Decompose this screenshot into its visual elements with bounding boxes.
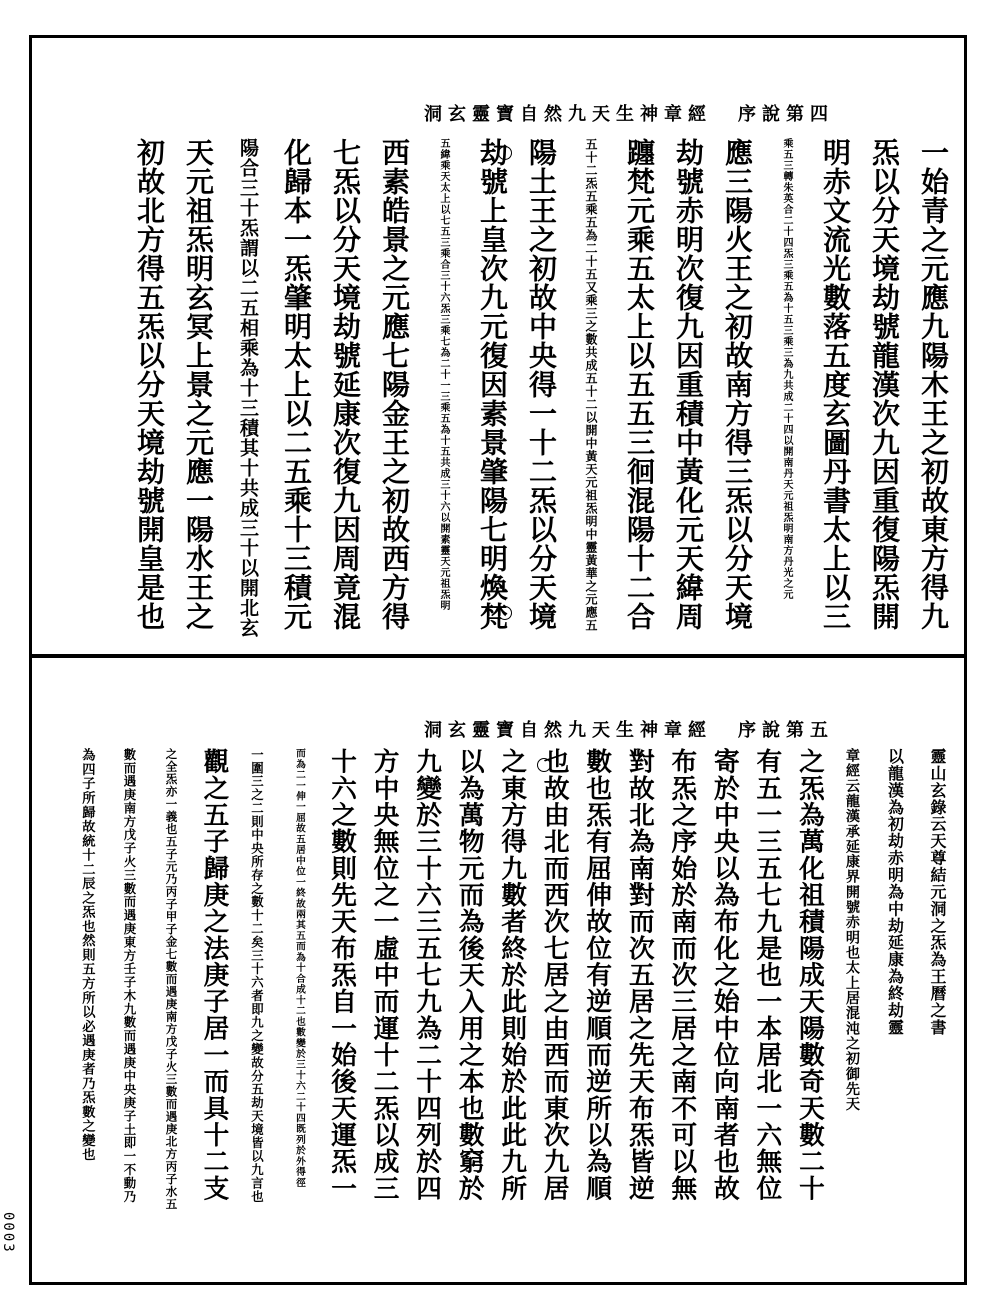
text-column: 也故由北而西次七居之由西而東次九居 <box>539 748 570 1202</box>
text-column: 靈山玄錄云天尊結元洞之炁為王曆之書 <box>928 748 947 1036</box>
bottom-page-header <box>424 716 834 742</box>
text-column: 陽合三十炁謂以二五相乘為十三積其十共成三十以開北玄 <box>237 138 259 638</box>
text-column: 寄於中央以為布化之始中位向南者也故 <box>709 748 740 1202</box>
text-column: 十六之數則先天布炁自一始後天運炁一 <box>326 748 357 1202</box>
text-column: 布炁之序始於南而次三居之南不可以無 <box>666 748 697 1202</box>
text-column: 數也炁有屈伸故位有逆順而逆所以為順 <box>581 748 612 1202</box>
page-number-stamp: 0003 <box>0 1212 16 1254</box>
text-column: 躔梵元乘五太上以五五三徊混陽十二合 <box>623 138 656 631</box>
paragraph-circle-mark <box>498 606 512 620</box>
paragraph-circle-mark <box>498 146 512 160</box>
text-column: 化歸本一炁肇明太上以二五乘十三積元 <box>280 138 313 631</box>
text-column: 陽土王之初故中央得一十二炁以分天境 <box>525 138 558 631</box>
text-column: 天元祖炁明玄冥上景之元應一陽水王之 <box>182 138 215 631</box>
text-column: 之東方得九數者終於此則始於此此九所 <box>496 748 527 1202</box>
text-column: 九變於三十六三五七九為二十四列於四 <box>411 748 442 1202</box>
text-column: 明赤文流光數落五度玄圖丹書太上以三 <box>819 138 852 631</box>
text-column: 而為二一伸一屈故五居中位一終故兩其五而為十合成十二也數變於三十六二十四既列於外得徑 <box>294 748 306 1188</box>
text-column: 五十二炁五乘五為二十五又乘三之數共成五十二以開中黃天元祖炁明中靈黃華之元應五 <box>584 138 598 632</box>
top-page-text <box>54 138 954 638</box>
text-column: 之炁為萬化祖積陽成天陽數奇天數二十 <box>794 748 825 1202</box>
text-column: 為四子所歸故統十二辰之炁也然則五方所以必遇庚者乃炁數之變也 <box>79 748 95 1162</box>
text-column: 一始青之元應九陽木王之初故東方得九 <box>917 138 950 631</box>
text-column: 乘五三轉朱英合二十四炁三乘五為十五三乘三為九共成二十四以開南丹天元祖炁明南方丹光之元 <box>781 138 792 600</box>
text-column: 一圍三之二則中央所存之數十二矣三十六者即九之變故分五劫天境皆以九言也 <box>249 748 265 1204</box>
text-column: 炁以分天境劫號龍漢次九因重復陽炁開 <box>868 138 901 631</box>
bottom-page-text <box>54 748 954 1268</box>
text-column: 方中央無位之一虛中而運十二炁以成三 <box>369 748 400 1202</box>
text-column: 西素皓景之元應七陽金王之初故西方得 <box>378 138 411 631</box>
text-column: 劫號上皇次九元復因素景肇陽七明煥梵 <box>476 138 509 631</box>
text-column: 對故北為南對而次五居之先天布炁皆逆 <box>624 748 655 1202</box>
bottom-page-section: 序說第五 <box>738 720 834 741</box>
text-column: 以為萬物元而為後天入用之本也數窮於 <box>454 748 485 1202</box>
top-page <box>32 38 964 654</box>
bottom-page <box>32 658 964 1282</box>
text-column: 劫號赤明次復九因重積中黃化元天緯周 <box>672 138 705 631</box>
text-column: 五緯乘天太上以七五三乘合三十六炁三乘七為二十一三乘五為十五共成三十六以開素靈天元祖炁明 <box>438 138 449 611</box>
top-page-section: 序說第四 <box>738 104 834 125</box>
top-page-title: 洞玄靈寶自然九天生神章經 <box>424 104 712 125</box>
text-column: 之全炁亦一義也五子元乃丙子甲子金七數而遇庚南方戊子火三數而遇庚北方丙子水五 <box>164 748 179 1211</box>
text-column: 應三陽火王之初故南方得三炁以分天境 <box>721 138 754 631</box>
text-column: 數而遇庚南方戊子火三數而遇庚東方壬子木九數而遇庚中央庚子土即一不動乃 <box>121 748 137 1204</box>
text-column: 觀之五子歸庚之法庚子居一而具十二支 <box>198 748 229 1202</box>
text-column: 有五一三五七九是也一本居北一六無位 <box>751 748 782 1202</box>
text-column: 以龍漢為初劫赤明為中劫延康為終劫靈 <box>885 748 905 1036</box>
text-column: 初故北方得五炁以分天境劫號開皇是也 <box>133 138 166 631</box>
top-page-header <box>424 100 834 126</box>
text-column: 章經云龍漢承延康界開號赤明也太上居混沌之初御先天 <box>843 748 860 1112</box>
bottom-page-title: 洞玄靈寶自然九天生神章經 <box>424 720 712 741</box>
text-column: 七炁以分天境劫號延康次復九因周竟混 <box>329 138 362 631</box>
paragraph-circle-mark <box>537 758 551 772</box>
